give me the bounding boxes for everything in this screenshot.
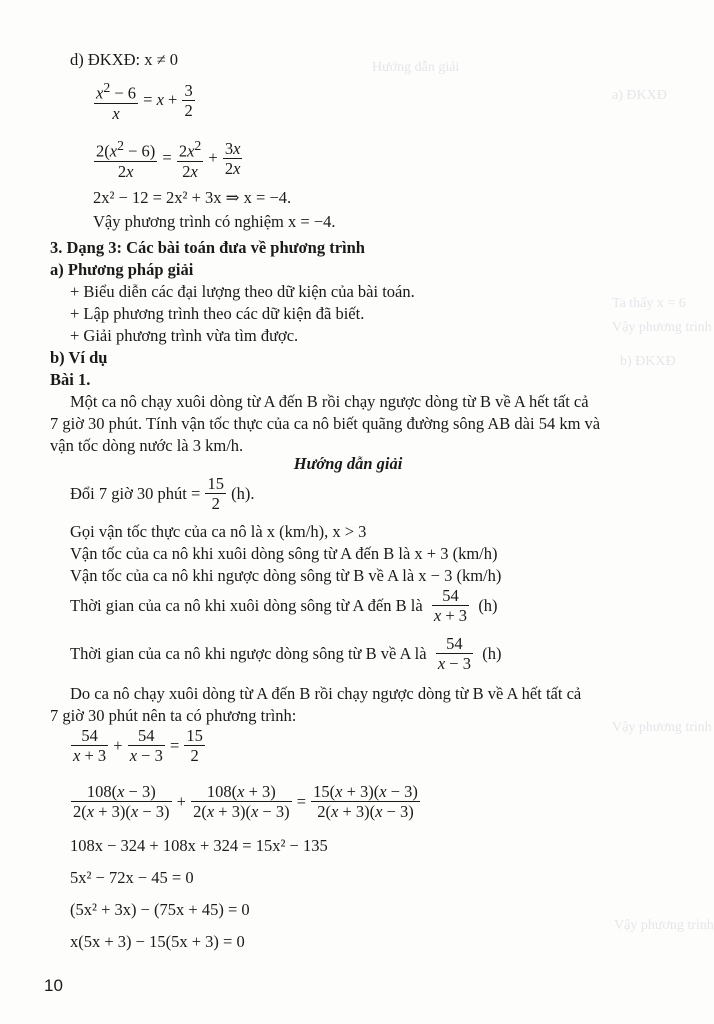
problem-line: 7 giờ 30 phút. Tính vận tốc thực của ca nô biết quãng đường sông AB dài 54 km và [50, 414, 601, 433]
example-title: b) Ví dụ [50, 348, 108, 367]
conclusion-d: Vậy phương trình có nghiệm x = −4. [93, 212, 336, 231]
upstream-time-prefix: Thời gian của ca nô khi ngược dòng sông từ B về A là [70, 643, 427, 663]
downstream-time-unit: (h) [478, 595, 498, 615]
let-line: Gọi vận tốc thực của ca nô là x (km/h), x > 3 [70, 522, 367, 541]
equation-5: (5x² + 3x) − (75x + 45) = 0 [70, 900, 250, 919]
bleed-through: b) ĐKXĐ [620, 354, 676, 369]
problem-line: vận tốc dòng nước là 3 km/h. [50, 436, 244, 455]
condition-line: d) ĐKXĐ: x ≠ 0 [70, 50, 179, 69]
equation-1: $\frac{54}{x + 3}$ + $\frac{54}{x - 3}$ = $\frac{15}{2}$ [73, 726, 203, 765]
since-line: 7 giờ 30 phút nên ta có phương trình: [50, 706, 297, 725]
convert-unit: (h). [231, 483, 255, 503]
since-line: Do ca nô chạy xuôi dòng từ A đến B rồi chạy ngược dòng từ B về A hết tất cả [70, 684, 582, 703]
equation-4: 5x² − 72x − 45 = 0 [70, 868, 194, 887]
equation-d1: $\frac{x^2 - 6}{x}$ = x + $\frac{3}{2}$ [96, 80, 193, 123]
downstream-time: Thời gian của ca nô khi xuôi dòng sông từ A đến B là $\frac{54}{x + 3}$ (h) [70, 586, 498, 625]
equation-6: x(5x + 3) − 15(5x + 3) = 0 [70, 932, 245, 951]
problem-line: Một ca nô chạy xuôi dòng từ A đến B rồi chạy ngược dòng từ B về A hết tất cả [70, 392, 589, 411]
upstream-speed: Vận tốc của ca nô khi ngược dòng sông từ B về A là x − 3 (km/h) [70, 566, 502, 585]
upstream-time: Thời gian của ca nô khi ngược dòng sông từ B về A là $\frac{54}{x - 3}$ (h) [70, 634, 502, 673]
bleed-through: a) ĐKXĐ [612, 88, 667, 103]
equation-2: $\frac{108(x - 3)}{2(x + 3)(x - 3)}$ + $\frac{108(x + 3)}{2(x + 3)(x - 3)}$ = $\frac{15(x + 3)(x - 3)}{2(x + 3)(x - 3)}$ [73, 782, 418, 821]
downstream-speed: Vận tốc của ca nô khi xuôi dòng sông từ A đến B là x + 3 (km/h) [70, 544, 498, 563]
convert-line: Đổi 7 giờ 30 phút = $\frac{15}{2}$ (h). [70, 474, 255, 513]
bleed-through: Vậy phương trình [612, 720, 712, 735]
equation-3: 108x − 324 + 108x + 324 = 15x² − 135 [70, 836, 328, 855]
bleed-through: Vậy phương trình [612, 320, 712, 335]
method-step: + Giải phương trình vừa tìm được. [70, 326, 299, 345]
equation-d3: 2x² − 12 = 2x² + 3x ⇒ x = −4. [93, 188, 292, 207]
method-title: a) Phương pháp giải [50, 260, 194, 279]
bleed-through: Hướng dẫn giải [372, 60, 460, 75]
method-step: + Biểu diễn các đại lượng theo dữ kiện của bài toán. [70, 282, 415, 301]
exercise-title: Bài 1. [50, 370, 91, 389]
method-step: + Lập phương trình theo các dữ kiện đã biết. [70, 304, 365, 323]
bleed-through: Ta thấy x = 6 [612, 296, 686, 311]
section-title: 3. Dạng 3: Các bài toán đưa về phương trình [50, 238, 365, 257]
convert-prefix: Đổi 7 giờ 30 phút = [70, 483, 201, 503]
guide-title: Hướng dẫn giải [293, 454, 403, 473]
bleed-through: Vậy phương trình [614, 918, 714, 933]
equation-d2: $\frac{2(x^2 - 6)}{2x}$ = $\frac{2x^2}{2x}$ + $\frac{3x}{2x}$ [96, 138, 241, 181]
upstream-time-unit: (h) [482, 643, 502, 663]
downstream-time-prefix: Thời gian của ca nô khi xuôi dòng sông từ A đến B là [70, 595, 423, 615]
page-number: 10 [44, 976, 63, 995]
